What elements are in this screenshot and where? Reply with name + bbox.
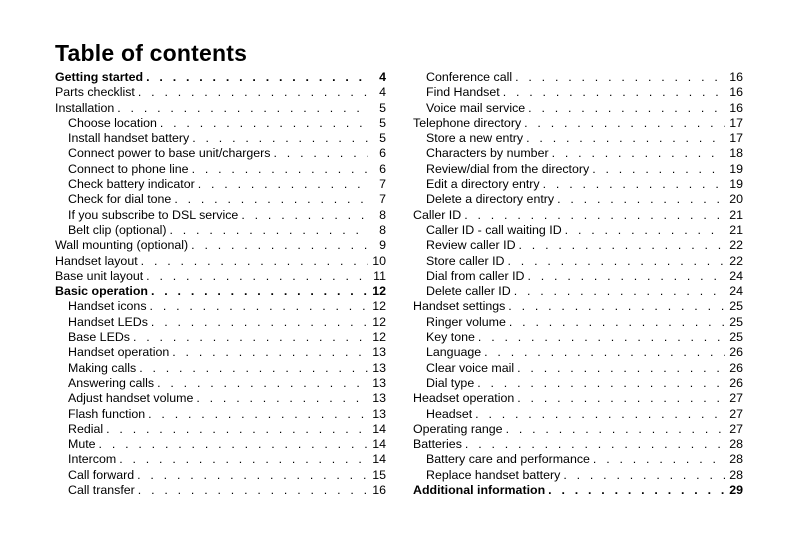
toc-page-number: 10	[372, 253, 386, 268]
toc-subentry[interactable]	[413, 468, 743, 483]
dot-leader	[146, 269, 368, 284]
toc-page-number: 14	[372, 452, 386, 467]
toc-page-number: 7	[379, 192, 386, 207]
toc-subentry[interactable]	[413, 345, 743, 360]
toc-entry-label: Redial	[68, 421, 104, 436]
toc-subentry[interactable]	[55, 361, 386, 376]
toc-entry-label: Parts checklist	[55, 85, 135, 100]
toc-page-number: 7	[379, 177, 386, 192]
toc-page-number: 26	[729, 360, 743, 375]
toc-entry[interactable]	[55, 70, 386, 85]
dot-leader	[478, 330, 725, 345]
toc-subentry[interactable]	[55, 391, 386, 406]
toc-entry-label: Operating range	[413, 421, 503, 436]
toc-page-number: 5	[379, 131, 386, 146]
toc-subentry[interactable]	[55, 330, 386, 345]
toc-page-number: 16	[729, 100, 743, 115]
toc-page-number: 22	[729, 238, 743, 253]
dot-leader	[150, 299, 368, 314]
toc-entry[interactable]	[413, 299, 743, 314]
dot-leader	[192, 131, 368, 146]
toc-page-number: 24	[729, 268, 743, 283]
toc-subentry[interactable]	[413, 284, 743, 299]
toc-page-number: 8	[379, 207, 386, 222]
toc-entry-label: Edit a directory entry	[426, 177, 540, 192]
toc-entry[interactable]	[55, 269, 386, 284]
toc-entry-label: Handset settings	[413, 299, 506, 314]
toc-entry-label: Store a new entry	[426, 131, 524, 146]
toc-subentry[interactable]	[413, 376, 743, 391]
dot-leader	[196, 391, 368, 406]
dot-leader	[552, 146, 725, 161]
toc-entry-label: Connect power to base unit/chargers	[68, 146, 271, 161]
dot-leader	[99, 437, 368, 452]
toc-subentry[interactable]	[413, 269, 743, 284]
toc-subentry[interactable]	[55, 483, 386, 498]
dot-leader	[191, 238, 368, 253]
toc-page-number: 13	[372, 345, 386, 360]
toc-subentry[interactable]	[55, 315, 386, 330]
toc-entry-label: Adjust handset volume	[68, 391, 194, 406]
dot-leader	[106, 422, 368, 437]
dot-leader	[508, 254, 725, 269]
toc-entry-label: Ringer volume	[426, 314, 506, 329]
dot-leader	[515, 70, 725, 85]
dot-leader	[563, 468, 725, 483]
toc-page-number: 27	[729, 421, 743, 436]
toc-entry-label: Review caller ID	[426, 238, 516, 253]
toc-column-right	[413, 70, 743, 498]
dot-leader	[514, 284, 725, 299]
toc-page-number: 5	[379, 115, 386, 130]
toc-entry-label: Replace handset battery	[426, 467, 561, 482]
toc-page-number: 4	[379, 85, 386, 100]
toc-entry-label: Handset layout	[55, 253, 138, 268]
toc-entry[interactable]	[55, 85, 386, 100]
toc-page-number: 17	[729, 115, 743, 130]
toc-page-number: 25	[729, 314, 743, 329]
toc-entry-label: Base unit layout	[55, 268, 144, 283]
toc-page-number: 4	[379, 70, 386, 84]
toc-entry-label: Voice mail service	[426, 100, 526, 115]
toc-page-number: 13	[372, 375, 386, 390]
toc-entry-label: Clear voice mail	[426, 360, 515, 375]
toc-page-number: 28	[729, 452, 743, 467]
toc-page-number: 19	[729, 177, 743, 192]
dot-leader	[241, 208, 368, 223]
toc-subentry[interactable]	[55, 116, 386, 131]
toc-subentry[interactable]	[55, 422, 386, 437]
toc-page-number: 8	[379, 222, 386, 237]
dot-leader	[151, 284, 368, 299]
dot-leader	[543, 177, 725, 192]
dot-leader	[160, 116, 368, 131]
dot-leader	[133, 330, 368, 345]
toc-subentry[interactable]	[413, 223, 743, 238]
toc-entry-label: Connect to phone line	[68, 161, 189, 176]
toc-subentry[interactable]	[55, 131, 386, 146]
toc-entry-label: Answering calls	[68, 375, 155, 390]
toc-subentry[interactable]	[55, 177, 386, 192]
toc-page-number: 21	[729, 207, 743, 222]
dot-leader	[477, 376, 725, 391]
toc-page-number: 18	[729, 146, 743, 161]
toc-subentry[interactable]	[55, 162, 386, 177]
toc-subentry[interactable]	[55, 407, 386, 422]
toc-entry-label: Check battery indicator	[68, 177, 195, 192]
dot-leader	[565, 223, 725, 238]
toc-entry-label: Additional information	[413, 483, 546, 498]
toc-entry-label: Store caller ID	[426, 253, 505, 268]
toc-entry[interactable]	[413, 437, 743, 452]
toc-entry-label: Belt clip (optional)	[68, 222, 167, 237]
toc-entry-label: Wall mounting (optional)	[55, 238, 189, 253]
dot-leader	[524, 116, 725, 131]
toc-entry-label: Find Handset	[426, 85, 500, 100]
toc-page-number: 21	[729, 222, 743, 237]
toc-page-number: 6	[379, 161, 386, 176]
dot-leader	[138, 85, 368, 100]
dot-leader	[506, 422, 725, 437]
toc-entry-label: Caller ID	[413, 207, 462, 222]
toc-page-number: 5	[379, 100, 386, 115]
dot-leader	[548, 483, 725, 498]
toc-entry-label: Delete caller ID	[426, 284, 511, 299]
toc-entry-label: Choose location	[68, 115, 157, 130]
toc-column-left	[55, 70, 386, 498]
toc-page-number: 11	[373, 268, 386, 283]
toc-entry[interactable]	[55, 284, 386, 299]
toc-subentry[interactable]	[55, 192, 386, 207]
toc-page-number: 26	[729, 375, 743, 390]
toc-entry-label: Install handset battery	[68, 131, 190, 146]
toc-subentry[interactable]	[413, 70, 743, 85]
toc-subentry[interactable]	[55, 452, 386, 467]
toc-entry-label: Getting started	[55, 70, 144, 84]
toc-entry[interactable]	[413, 422, 743, 437]
toc-entry-label: Dial from caller ID	[426, 268, 525, 283]
toc-page-number: 15	[372, 467, 386, 482]
toc-subentry[interactable]	[55, 299, 386, 314]
dot-leader	[148, 407, 368, 422]
toc-entry[interactable]	[413, 208, 743, 223]
toc-subentry[interactable]	[413, 254, 743, 269]
dot-leader	[117, 101, 368, 116]
toc-page-number: 13	[372, 406, 386, 421]
dot-leader	[517, 391, 725, 406]
toc-subentry[interactable]	[413, 238, 743, 253]
dot-leader	[151, 315, 368, 330]
toc-entry-label: Battery care and performance	[426, 452, 590, 467]
toc-entry[interactable]	[413, 391, 743, 406]
toc-entry-label: Delete a directory entry	[426, 192, 555, 207]
toc-entry[interactable]	[413, 116, 743, 131]
toc-subentry[interactable]	[413, 85, 743, 100]
toc-subentry[interactable]	[413, 162, 743, 177]
toc-entry-label: Telephone directory	[413, 115, 522, 130]
dot-leader	[146, 70, 368, 85]
toc-entry[interactable]	[55, 101, 386, 116]
toc-subentry[interactable]	[55, 223, 386, 238]
dot-leader	[508, 299, 725, 314]
toc-subentry[interactable]	[413, 407, 743, 422]
toc-page-number: 12	[372, 284, 386, 299]
toc-subentry[interactable]	[413, 452, 743, 467]
dot-leader	[519, 238, 725, 253]
dot-leader	[137, 468, 368, 483]
toc-page-number: 13	[372, 360, 386, 375]
toc-entry-label: If you subscribe to DSL service	[68, 207, 239, 222]
dot-leader	[592, 162, 725, 177]
toc-page-number: 19	[729, 161, 743, 176]
toc-subentry[interactable]	[55, 376, 386, 391]
toc-subentry[interactable]	[413, 177, 743, 192]
toc-subentry[interactable]	[55, 468, 386, 483]
dot-leader	[528, 101, 725, 116]
toc-entry[interactable]	[55, 238, 386, 253]
toc-page-number: 12	[372, 299, 386, 314]
dot-leader	[157, 376, 368, 391]
toc-page-number: 16	[372, 483, 386, 498]
toc-page-number: 12	[372, 314, 386, 329]
dot-leader	[141, 254, 368, 269]
toc-page-number: 24	[729, 284, 743, 299]
toc-entry-label: Handset operation	[68, 345, 170, 360]
toc-page-number: 20	[729, 192, 743, 207]
toc-entry-label: Call transfer	[68, 483, 135, 498]
toc-subentry[interactable]	[55, 437, 386, 452]
toc-entry-label: Language	[426, 345, 482, 360]
toc-entry-label: Check for dial tone	[68, 192, 172, 207]
toc-subentry[interactable]	[55, 208, 386, 223]
dot-leader	[517, 361, 725, 376]
dot-leader	[139, 361, 368, 376]
toc-page-number: 17	[729, 131, 743, 146]
toc-entry-label: Key tone	[426, 330, 475, 345]
toc-entry-label: Review/dial from the directory	[426, 161, 590, 176]
toc-page-number: 14	[372, 421, 386, 436]
dot-leader	[465, 437, 725, 452]
toc-subentry[interactable]	[413, 361, 743, 376]
toc-entry[interactable]	[413, 483, 743, 498]
toc-page-number: 13	[372, 391, 386, 406]
toc-entry-label: Installation	[55, 100, 115, 115]
toc-subentry[interactable]	[413, 101, 743, 116]
dot-leader	[198, 177, 368, 192]
toc-entry-label: Flash function	[68, 406, 146, 421]
dot-leader	[509, 315, 725, 330]
toc-entry-label: Characters by number	[426, 146, 549, 161]
toc-subentry[interactable]	[55, 146, 386, 161]
toc-page-number: 25	[729, 330, 743, 345]
dot-leader	[274, 146, 369, 161]
toc-page-number: 26	[729, 345, 743, 360]
toc-entry-label: Headset	[426, 406, 473, 421]
toc-entry-label: Basic operation	[55, 284, 148, 299]
toc-entry[interactable]	[55, 254, 386, 269]
toc-page-number: 25	[729, 299, 743, 314]
dot-leader	[484, 345, 725, 360]
toc-entry-label: Handset icons	[68, 299, 147, 314]
dot-leader	[174, 192, 368, 207]
toc-page-number: 6	[379, 146, 386, 161]
toc-subentry[interactable]	[413, 131, 743, 146]
toc-entry-label: Headset operation	[413, 391, 515, 406]
dot-leader	[192, 162, 368, 177]
dot-leader	[593, 452, 725, 467]
toc-entry-label: Intercom	[68, 452, 117, 467]
toc-page-number: 14	[372, 437, 386, 452]
dot-leader	[464, 208, 725, 223]
toc-entry-label: Making calls	[68, 360, 137, 375]
toc-page-number: 22	[729, 253, 743, 268]
dot-leader	[527, 269, 725, 284]
toc-entry-label: Caller ID - call waiting ID	[426, 222, 562, 237]
toc-subentry[interactable]	[413, 330, 743, 345]
toc-page-number: 16	[729, 70, 743, 84]
toc-entry-label: Conference call	[426, 70, 513, 84]
toc-subentry[interactable]	[413, 315, 743, 330]
toc-entry-label: Base LEDs	[68, 330, 130, 345]
dot-leader	[138, 483, 368, 498]
dot-leader	[172, 345, 368, 360]
toc-subentry[interactable]	[413, 146, 743, 161]
dot-leader	[503, 85, 725, 100]
dot-leader	[526, 131, 725, 146]
toc-entry-label: Batteries	[413, 437, 462, 452]
toc-page-number: 29	[729, 483, 743, 498]
toc-entry-label: Dial type	[426, 375, 475, 390]
toc-subentry[interactable]	[413, 192, 743, 207]
toc-page-number: 12	[372, 330, 386, 345]
toc-entry-label: Call forward	[68, 467, 135, 482]
toc-entry-label: Mute	[68, 437, 96, 452]
toc-page-number: 28	[729, 437, 743, 452]
toc-page-number: 27	[729, 406, 743, 421]
toc-page-number: 9	[379, 238, 386, 253]
toc-page-number: 28	[729, 467, 743, 482]
page-title: Table of contents	[55, 40, 248, 66]
dot-leader	[557, 192, 725, 207]
dot-leader	[475, 407, 725, 422]
toc-page-number: 27	[729, 391, 743, 406]
toc-entry-label: Handset LEDs	[68, 314, 148, 329]
toc-subentry[interactable]	[55, 345, 386, 360]
dot-leader	[119, 452, 368, 467]
dot-leader	[169, 223, 368, 238]
toc-page-number: 16	[729, 85, 743, 100]
